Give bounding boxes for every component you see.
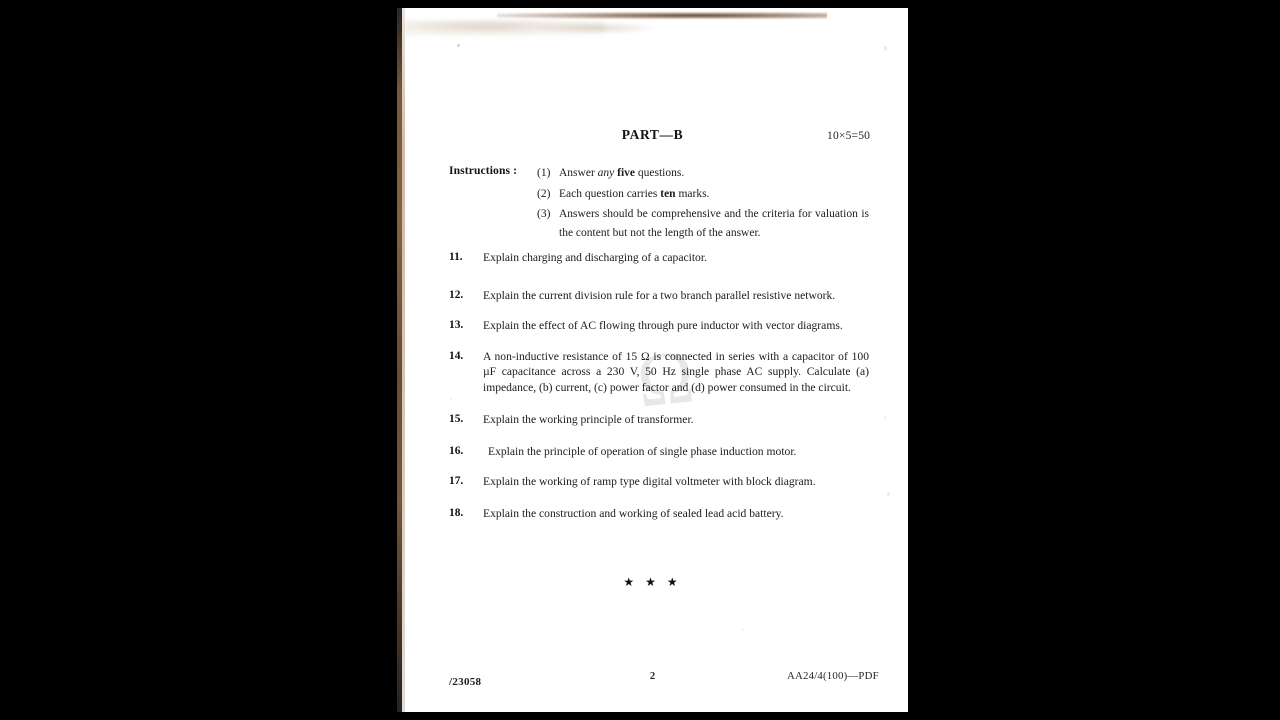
part-title: PART—B (621, 127, 684, 142)
question-item-12 (449, 288, 869, 304)
footer-left-code: /23058 (449, 676, 482, 688)
question-number: 13. (449, 319, 464, 332)
instruction-text-post: marks. (675, 187, 710, 200)
marks-note: 10×5=50 (827, 130, 871, 142)
question-item-14 (449, 349, 869, 396)
question-number: 11. (449, 251, 463, 263)
instruction-text-pre: Answer (559, 167, 598, 179)
question-item-13 (449, 318, 869, 334)
instructions-list (537, 159, 869, 242)
question-item-11 (449, 250, 869, 266)
part-header-row (397, 127, 908, 149)
instruction-item (537, 185, 869, 204)
question-item-17 (449, 474, 869, 490)
instruction-text-pre: Answers should be comprehensive and the criteria for valuation is the content but not the length of the answer. (559, 208, 869, 239)
instruction-number: (2) (537, 187, 551, 200)
instruction-text-pre: Each question carries (559, 187, 661, 200)
question-number: 12. (449, 288, 464, 301)
question-item-15 (449, 412, 869, 428)
end-of-paper-separator: ★ ★ ★ (623, 575, 682, 589)
question-number: 14. (449, 349, 464, 362)
question-text: Explain the current division rule for a two branch parallel resistive network. (483, 288, 836, 302)
question-text: Explain the construction and working of sealed lead acid battery. (483, 507, 784, 521)
question-number: 16. (449, 445, 464, 458)
watermark-showthrough: Ω (633, 334, 699, 424)
question-text: Explain charging and discharging of a capacitor. (483, 251, 707, 264)
question-number: 15. (449, 412, 464, 425)
instructions-label: Instructions : (449, 164, 518, 177)
question-number: 18. (449, 507, 464, 520)
question-text: A non-inductive resistance of 15 Ω is connected in series with a capacitor of 100 µF capacitance across a 230 V, 50 Hz single phase AC supply. Calculate (a) impedance, (b) current, (c) power factor and (d) power consumed in the circuit. (483, 349, 869, 394)
scanned-page-sheet (397, 8, 908, 712)
footer-right-code: AA24/4(100)—PDF (787, 670, 879, 682)
exam-paper-content (397, 8, 908, 712)
instruction-item (537, 164, 869, 183)
question-item-16 (449, 444, 869, 460)
question-text: Explain the working principle of transformer. (483, 412, 694, 426)
instruction-number: (3) (537, 208, 551, 221)
question-list (449, 250, 869, 522)
question-text: Explain the working of ramp type digital voltmeter with block diagram. (483, 474, 816, 488)
instruction-number: (1) (537, 167, 551, 179)
question-text: Explain the effect of AC flowing through pure inductor with vector diagrams. (483, 319, 843, 333)
question-item-18 (449, 506, 869, 522)
question-number: 17. (449, 474, 464, 487)
footer-page-number: 2 (649, 670, 656, 682)
instruction-item (537, 205, 869, 242)
question-text: Explain the principle of operation of single phase induction motor. (488, 445, 797, 459)
instruction-text-italic: any (597, 167, 615, 179)
instruction-text-bold: ten (660, 187, 676, 200)
instruction-text-bold: five (617, 167, 636, 179)
instruction-text-post: questions. (635, 167, 685, 179)
